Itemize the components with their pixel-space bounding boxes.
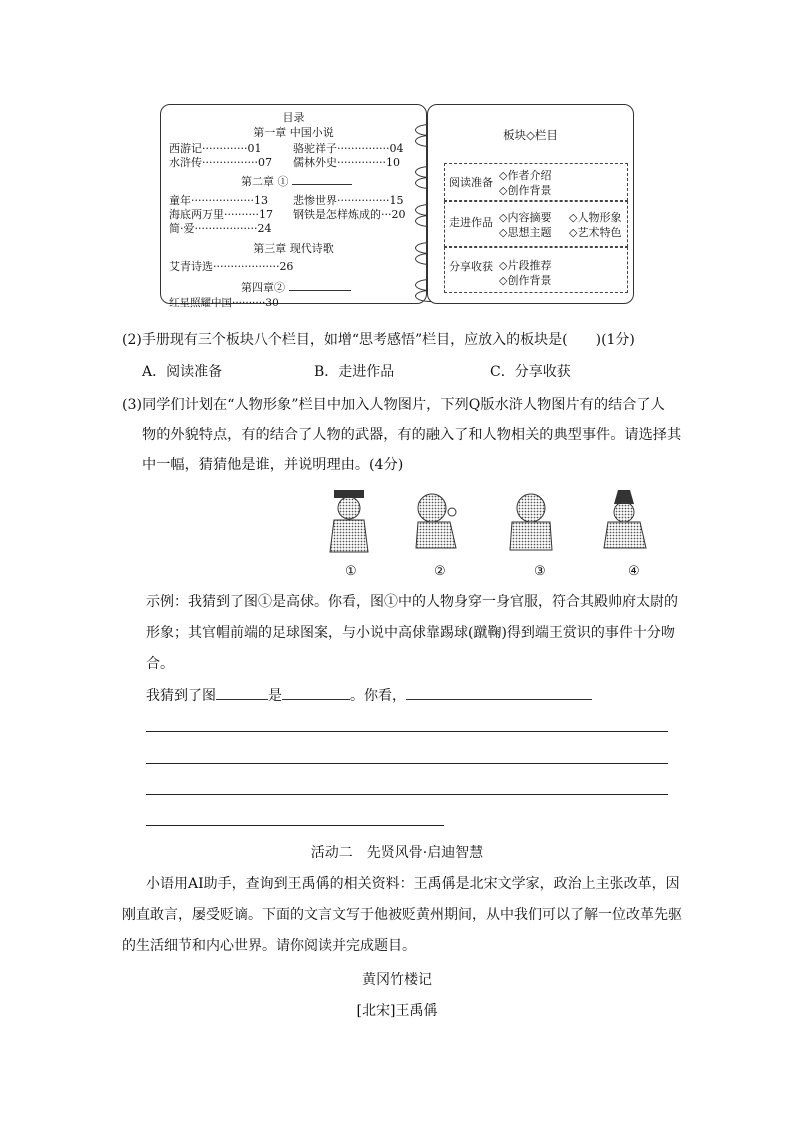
example-line-3: 合。 bbox=[146, 656, 174, 672]
figure-label-4: ④ bbox=[628, 564, 640, 579]
answer-line[interactable] bbox=[146, 731, 668, 732]
cartoon-figure-3 bbox=[506, 486, 556, 556]
toc-row: 童年··················13 bbox=[169, 194, 268, 207]
toc-chapter-1: 第一章 中国小说 bbox=[253, 126, 334, 139]
section-item: ◇思想主题 bbox=[499, 226, 552, 239]
toc-row: 儒林外史··············10 bbox=[293, 156, 400, 169]
option-a: A．阅读准备 bbox=[142, 364, 223, 380]
cartoon-figure-1 bbox=[324, 486, 374, 556]
section-item: ◇片段推荐 bbox=[499, 259, 552, 272]
figure-label-2: ② bbox=[434, 564, 446, 579]
section-into-work bbox=[444, 201, 628, 247]
toc-row: 水浒传················07 bbox=[169, 156, 272, 169]
section-item: ◇作者介绍 bbox=[499, 169, 552, 182]
cartoon-figure-2 bbox=[410, 486, 460, 556]
question-3-line-3: 中一幅，猜猜他是谁，并说明理由。(4分) bbox=[142, 457, 404, 473]
section-item: ◇人物形象 bbox=[569, 211, 622, 224]
toc-row: 简·爱··················24 bbox=[169, 222, 272, 235]
essay-author: [北宋]王禹偁 bbox=[356, 1003, 438, 1019]
activity-2-para-line-2: 刚直敢言，屡受贬谪。下面的文言文写于他被贬黄州期间，从中我们可以了解一位改革先驱 bbox=[122, 907, 682, 923]
answer-blank-reason[interactable] bbox=[406, 699, 592, 700]
toc-title: 目录 bbox=[282, 111, 305, 124]
answer-blank-name[interactable] bbox=[282, 699, 350, 700]
figure-label-3: ③ bbox=[534, 564, 546, 579]
answer-line[interactable] bbox=[146, 763, 668, 764]
essay-title: 黄冈竹楼记 bbox=[362, 972, 432, 988]
section-item: ◇创作背景 bbox=[499, 274, 552, 287]
section-item: ◇创作背景 bbox=[499, 184, 552, 197]
section-label: 阅读准备 bbox=[449, 176, 493, 189]
answer-line[interactable] bbox=[146, 794, 668, 795]
toc-row: 西游记·············01 bbox=[169, 142, 262, 155]
board-title: 板块◇栏目 bbox=[503, 128, 558, 142]
toc-page bbox=[160, 104, 427, 309]
figure-label-1: ① bbox=[345, 564, 357, 579]
section-item: ◇内容摘要 bbox=[499, 211, 552, 224]
example-line-1: 示例：我猜到了图①是高俅。你看，图①中的人物身穿一身官服，符合其殿帅府太尉的 bbox=[146, 594, 678, 610]
toc-row: 红星照耀中国··········30 bbox=[169, 297, 279, 309]
section-item: ◇艺术特色 bbox=[569, 226, 622, 239]
section-reading-prep bbox=[444, 163, 628, 201]
notebook-figure bbox=[160, 104, 634, 309]
question-2-stem: (2)手册现有三个板块八个栏目，如增“思考感悟”栏目，应放入的板块是( )(1分) bbox=[122, 332, 635, 348]
activity-2-para-line-3: 的生活细节和内心世界。请你阅读并完成题目。 bbox=[122, 938, 416, 954]
answer-blank-figure[interactable] bbox=[216, 699, 268, 700]
toc-row: 艾青诗选···················26 bbox=[169, 260, 294, 273]
toc-chapter-3: 第三章 现代诗歌 bbox=[253, 242, 334, 255]
toc-row: 海底两万里··········17 bbox=[169, 208, 273, 221]
activity-2-title: 活动二 先贤风骨·启迪智慧 bbox=[310, 845, 484, 861]
section-label: 走进作品 bbox=[449, 216, 493, 229]
section-label: 分享收获 bbox=[449, 260, 493, 273]
toc-chapter-4: 第四章② bbox=[241, 281, 351, 295]
toc-row: 骆驼祥子···············04 bbox=[293, 142, 404, 155]
question-3-line-1: (3)同学们计划在“人物形象”栏目中加入人物图片，下列Q版水浒人物图片有的结合了人 bbox=[122, 397, 665, 413]
toc-row: 悲惨世界···············15 bbox=[293, 194, 404, 207]
answer-prompt: 我猜到了图 是 。你看， bbox=[146, 686, 592, 706]
example-line-2: 形象；其官帽前端的足球图案，与小说中高俅靠踢球(蹴鞠)得到端王赏识的事件十分吻 bbox=[146, 625, 675, 641]
toc-chapter-2: 第二章 ① bbox=[241, 175, 352, 189]
question-3-line-2: 物的外貌特点，有的结合了人物的武器，有的融入了和人物相关的典型事件。请选择其 bbox=[142, 427, 682, 443]
toc-row: 钢铁是怎样炼成的···20 bbox=[293, 208, 406, 221]
activity-2-para-line-1: 小语用AI助手，查询到王禹偁的相关资料：王禹偁是北宋文学家，政治上主张改革，因 bbox=[146, 876, 680, 892]
cartoon-figure-4 bbox=[600, 486, 650, 556]
answer-line[interactable] bbox=[146, 825, 444, 826]
option-b: B．走进作品 bbox=[314, 364, 395, 380]
section-share bbox=[444, 247, 628, 293]
option-c: C．分享收获 bbox=[490, 364, 571, 380]
board-page bbox=[427, 104, 634, 304]
